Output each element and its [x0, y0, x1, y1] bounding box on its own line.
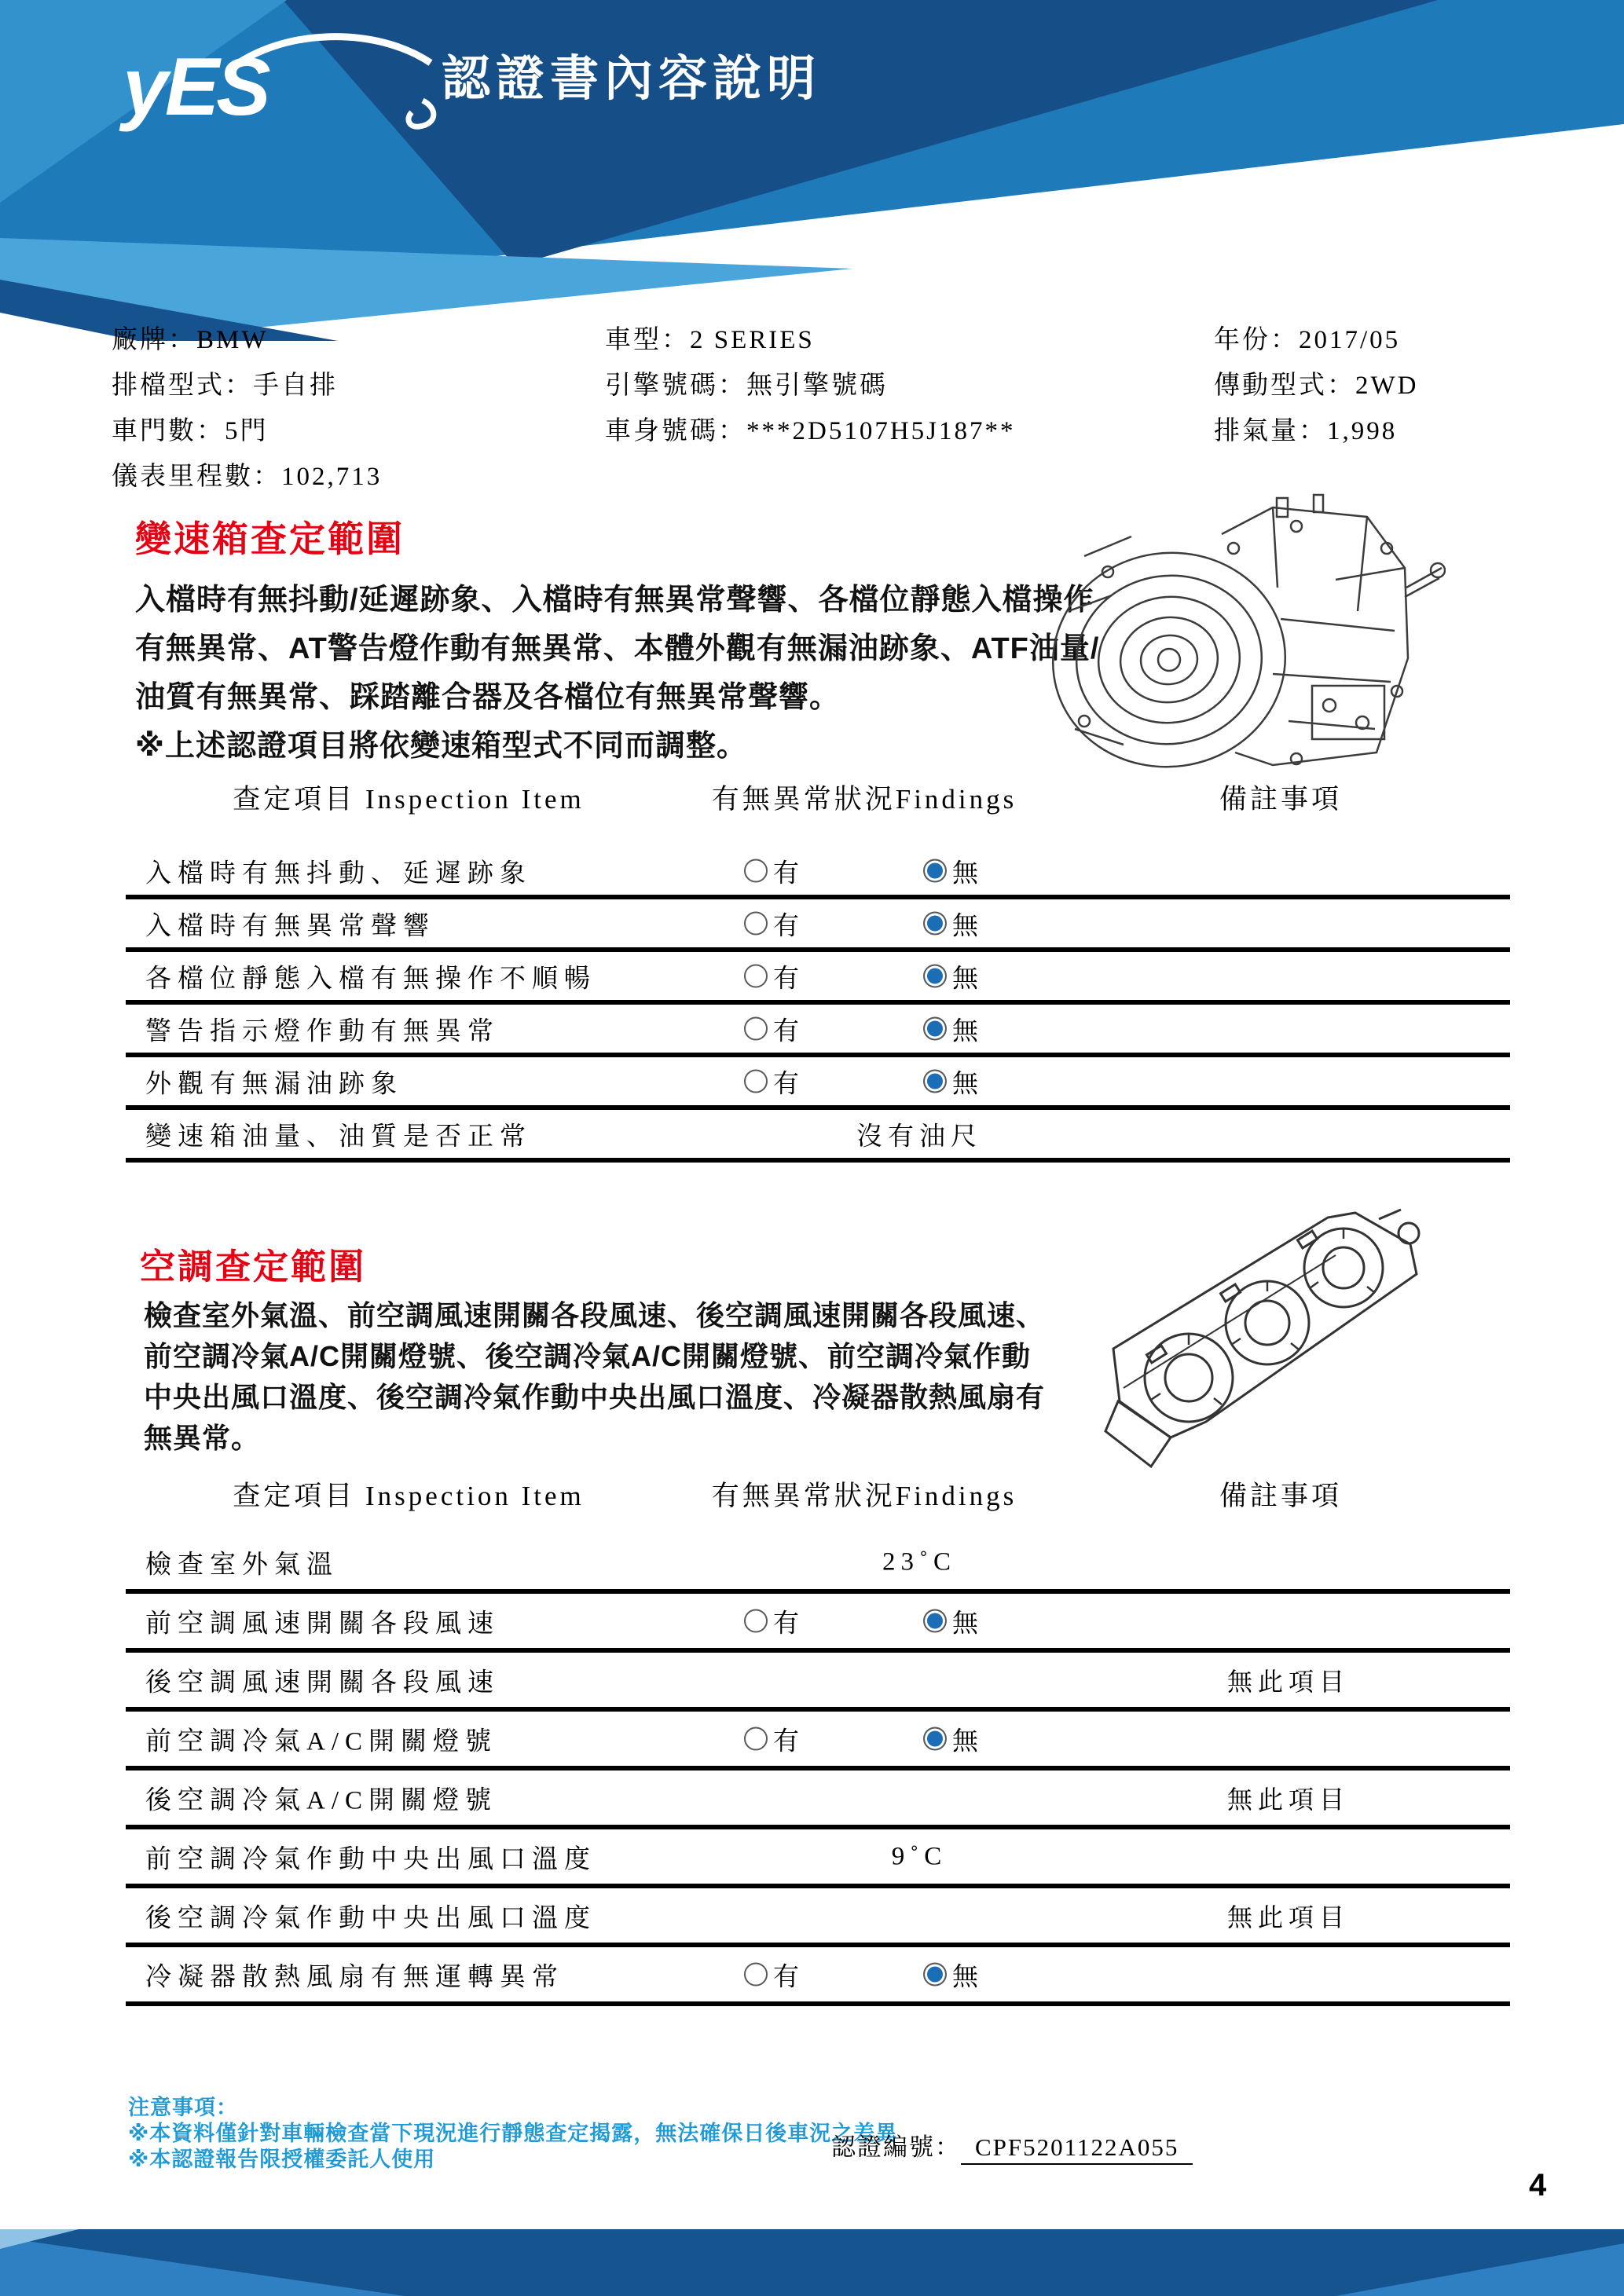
description-line: 入檔時有無抖動/延遲跡象、入檔時有無異常聲響、各檔位靜態入檔操作: [135, 583, 1094, 617]
info-odometer: 儀表里程數：102,713: [112, 462, 383, 491]
table-row: [126, 1110, 1510, 1163]
radio-yes[interactable]: [744, 912, 768, 936]
radio-yes[interactable]: [744, 1727, 768, 1751]
description-line: ※上述認證項目將依變速箱型式不同而調整。: [135, 729, 747, 763]
row-item-label: 外觀有無漏油跡象: [145, 1070, 403, 1098]
description-line: 前空調冷氣A/C開關燈號、後空調冷氣A/C開關燈號、前空調冷氣作動: [144, 1339, 1031, 1372]
radio-no-label: 無: [952, 965, 978, 993]
table-row: [126, 1712, 1510, 1771]
vehicle-info-grid: [112, 314, 1418, 496]
table-row: [126, 1594, 1510, 1653]
table-row: [126, 1653, 1510, 1712]
table-row: [126, 1829, 1510, 1888]
description-line: 有無異常、AT警告燈作動有無異常、本體外觀有無漏油跡象、ATF油量/: [135, 632, 1100, 665]
transmission-section-title: 變速箱查定範圍: [135, 518, 405, 559]
table-row: [126, 1771, 1510, 1829]
table-header-row: [126, 774, 1510, 847]
radio-yes-label: 有: [773, 859, 799, 888]
column-header-findings: 有無異常狀況Findings: [711, 784, 1017, 815]
info-gearbox: 排檔型式：手自排: [112, 371, 338, 400]
radio-yes-label: 有: [773, 1963, 799, 1991]
row-item-label: 前空調風速開關各段風速: [145, 1609, 500, 1638]
table-row: [126, 1535, 1510, 1594]
transmission-inspection-table: [126, 774, 1510, 1163]
radio-no-label: 無: [952, 1609, 978, 1638]
radio-yes-label: 有: [773, 1727, 799, 1756]
row-item-label: 後空調冷氣作動中央出風口溫度: [145, 1904, 596, 1932]
table-header-row: [126, 1470, 1510, 1535]
ac-section-description: [144, 1293, 1045, 1456]
remark-value: 無此項目: [1226, 1902, 1350, 1932]
info-model: 車型：2 SERIES: [605, 325, 815, 354]
page-number: 4: [1529, 2168, 1547, 2203]
radio-yes[interactable]: [744, 965, 768, 988]
row-item-label: 變速箱油量、油質是否正常: [145, 1122, 532, 1151]
certificate-number-label: 認證編號：: [831, 2133, 961, 2161]
radio-no-label: 無: [952, 1017, 978, 1045]
notice-line: ※本認證報告限授權委託人使用: [128, 2148, 436, 2171]
radio-no[interactable]: [923, 1727, 947, 1751]
radio-no[interactable]: [923, 1609, 947, 1633]
radio-no[interactable]: [923, 1070, 947, 1093]
radio-yes[interactable]: [744, 1070, 768, 1093]
table-row: [126, 1888, 1510, 1947]
radio-yes[interactable]: [744, 1609, 768, 1633]
logo-text: yES: [123, 42, 268, 133]
remark-value: 無此項目: [1226, 1785, 1350, 1814]
transmission-section-description: [135, 572, 1099, 767]
radio-no-label: 無: [952, 1070, 978, 1098]
radio-yes-label: 有: [773, 1070, 799, 1098]
radio-no[interactable]: [923, 859, 947, 883]
radio-no-label: 無: [952, 912, 978, 940]
row-item-label: 冷凝器散熱風扇有無運轉異常: [145, 1963, 564, 1991]
row-item-label: 檢查室外氣溫: [145, 1551, 339, 1579]
info-displacement: 排氣量：1,998: [1214, 416, 1398, 445]
radio-no[interactable]: [923, 965, 947, 988]
radio-yes-label: 有: [773, 1609, 799, 1638]
row-item-label: 各檔位靜態入檔有無操作不順暢: [145, 965, 596, 993]
radio-no-label: 無: [952, 1727, 978, 1756]
notice-title: 注意事項：: [128, 2096, 238, 2119]
footer-band-art: [0, 2229, 1624, 2296]
description-line: 油質有無異常、踩踏離合器及各檔位有無異常聲響。: [135, 680, 841, 714]
info-engine-no: 引擎號碼：無引擎號碼: [605, 371, 888, 400]
table-row: [126, 899, 1510, 952]
radio-yes-label: 有: [773, 1017, 799, 1045]
notice-block: [128, 2093, 897, 2170]
radio-no-label: 無: [952, 1963, 978, 1991]
table-row: [126, 952, 1510, 1005]
radio-no[interactable]: [923, 1017, 947, 1041]
remark-value: 無此項目: [1226, 1667, 1350, 1696]
radio-no[interactable]: [923, 912, 947, 936]
certificate-number-line: [831, 2127, 1193, 2162]
column-header-remark: 備註事項: [1219, 784, 1343, 815]
column-header-remark: 備註事項: [1219, 1481, 1343, 1511]
row-item-label: 入檔時有無異常聲響: [145, 912, 435, 940]
description-line: 檢查室外氣溫、前空調風速開關各段風速、後空調風速開關各段風速、: [144, 1298, 1046, 1331]
radio-no[interactable]: [923, 1963, 947, 1987]
info-brand: 廠牌：BMW: [112, 325, 269, 354]
row-item-label: 後空調風速開關各段風速: [145, 1668, 500, 1697]
table-row: [126, 847, 1510, 899]
finding-value: 23˚C: [882, 1547, 956, 1576]
row-item-label: 前空調冷氣作動中央出風口溫度: [145, 1845, 596, 1873]
radio-yes[interactable]: [744, 1963, 768, 1987]
row-item-label: 入檔時有無抖動、延遲跡象: [145, 859, 532, 888]
info-year: 年份：2017/05: [1214, 325, 1401, 354]
page-title: 認證書內容說明: [442, 52, 822, 106]
car-tail-swoosh-icon: [409, 101, 434, 126]
column-header-item: 查定項目 Inspection Item: [233, 1481, 585, 1511]
radio-no-label: 無: [952, 859, 978, 888]
description-line: 中央出風口溫度、後空調冷氣作動中央出風口溫度、冷凝器散熱風扇有: [144, 1380, 1046, 1413]
row-item-label: 後空調冷氣A/C開關燈號: [145, 1786, 498, 1814]
table-row: [126, 1057, 1510, 1110]
table-row: [126, 1005, 1510, 1057]
info-vin: 車身號碼：***2D5107H5J187**: [605, 416, 1016, 445]
finding-value: 沒有油尺: [856, 1122, 982, 1151]
radio-yes-label: 有: [773, 912, 799, 940]
description-line: 無異常。: [144, 1421, 261, 1454]
certificate-number: CPF5201122A055: [961, 2133, 1193, 2165]
notice-line: ※本資料僅針對車輛檢查當下現況進行靜態查定揭露，無法確保日後車況之差異: [128, 2122, 898, 2145]
yes-logo: [118, 22, 456, 140]
table-row: [126, 1947, 1510, 2006]
transmission-illustration: [1037, 493, 1446, 776]
column-header-findings: 有無異常狀況Findings: [711, 1481, 1017, 1511]
column-header-item: 查定項目 Inspection Item: [233, 784, 585, 815]
radio-yes[interactable]: [744, 859, 768, 883]
info-drivetrain: 傳動型式：2WD: [1214, 371, 1419, 400]
ac-inspection-table: [126, 1470, 1510, 2006]
ac-control-panel-illustration: [1096, 1196, 1434, 1470]
radio-yes-label: 有: [773, 965, 799, 993]
finding-value: 9˚C: [891, 1842, 948, 1870]
row-item-label: 前空調冷氣A/C開關燈號: [145, 1727, 498, 1756]
info-doors: 車門數：5門: [112, 416, 269, 445]
radio-yes[interactable]: [744, 1017, 768, 1041]
ac-section-title: 空調查定範圍: [140, 1247, 367, 1287]
row-item-label: 警告指示燈作動有無異常: [145, 1017, 500, 1045]
